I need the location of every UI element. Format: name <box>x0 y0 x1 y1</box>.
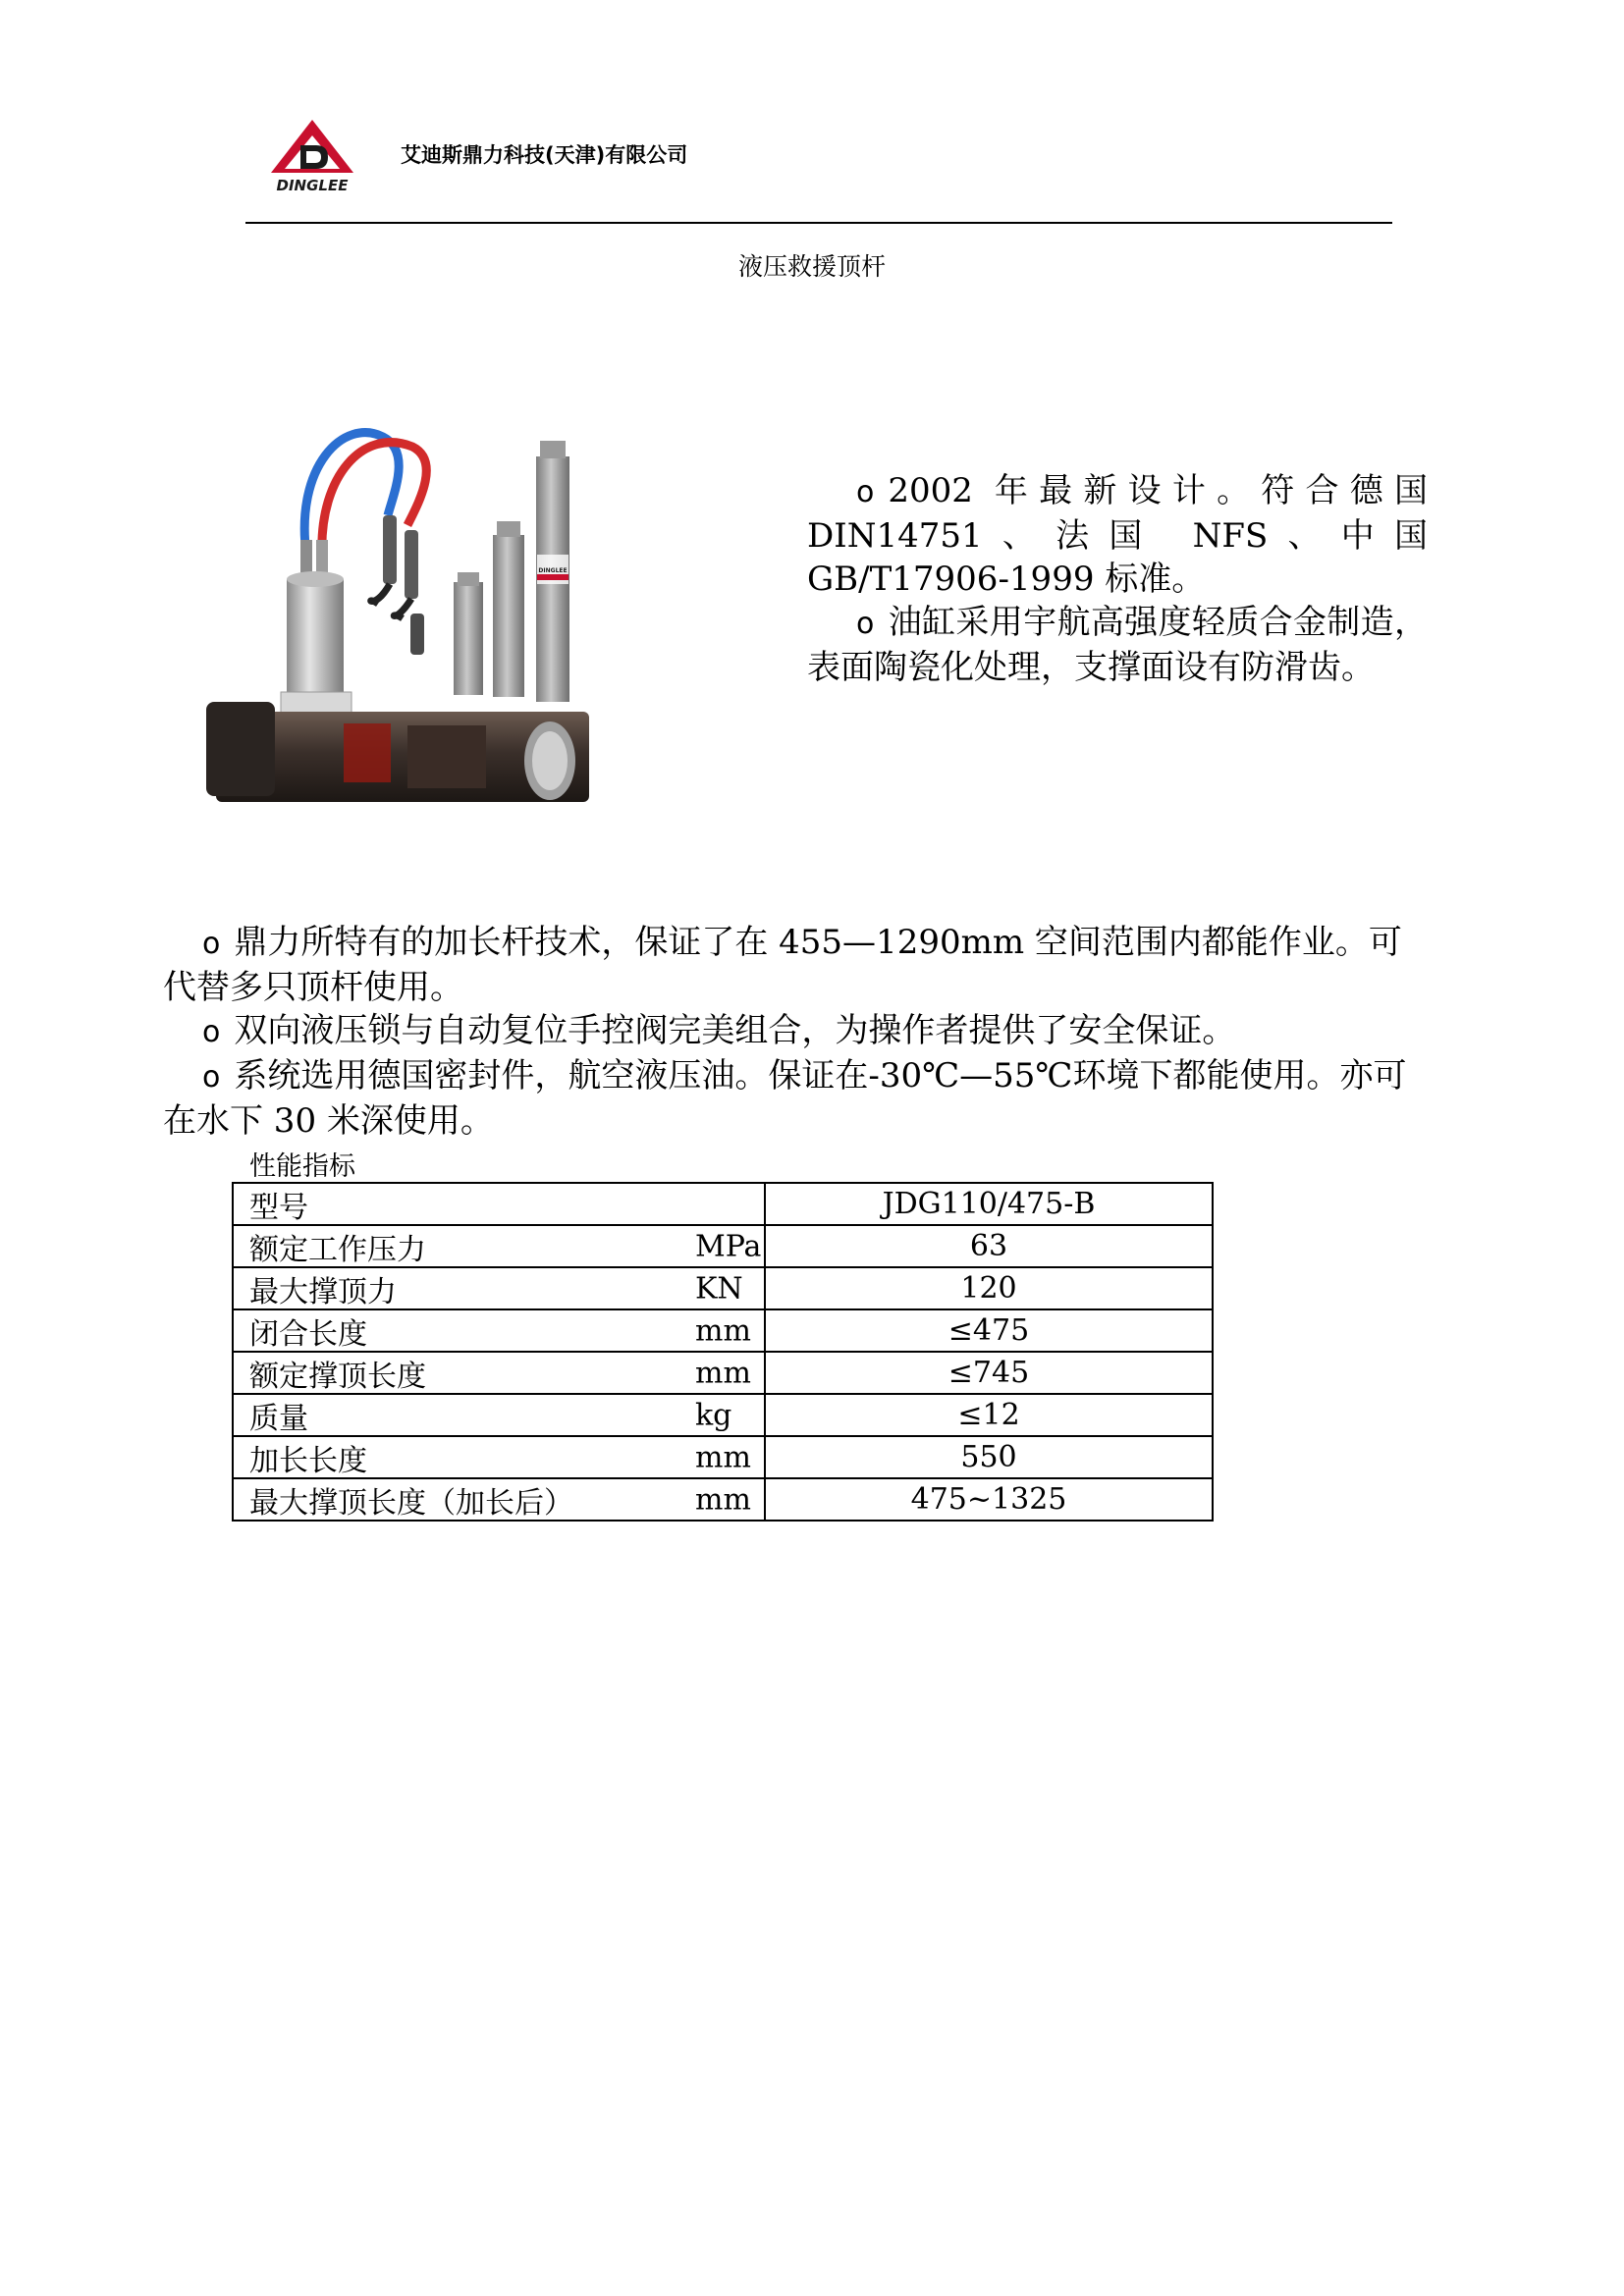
spec-value-cell: JDG110/475-B <box>765 1183 1213 1225</box>
table-row <box>233 1394 1213 1436</box>
table-row <box>233 1352 1213 1394</box>
bullet-marker: o <box>856 475 875 509</box>
spec-name-cell: 最大撑顶长度（加长后） mm <box>233 1478 765 1521</box>
logo-wordmark: DINGLEE <box>276 177 349 194</box>
spec-name-cell: 额定工作压力 MPa <box>233 1225 765 1267</box>
spec-value-cell: 63 <box>765 1225 1213 1267</box>
spec-value-cell: ≤12 <box>765 1394 1213 1436</box>
intro-paragraph: o 油缸采用宇航高强度轻质合金制造，表面陶瓷化处理，支撑面设有防滑齿。 <box>807 603 1428 687</box>
spec-name-cell: 最大撑顶力 KN <box>233 1267 765 1309</box>
intro-paragraph: o 2002 年最新设计。符合德国 DIN14751、法国 NFS、中国 GB/T17906-1999 标准。 <box>807 471 1428 599</box>
spec-table <box>232 1182 1214 1522</box>
feature-paragraph: o 鼎力所特有的加长杆技术，保证了在 455—1290mm 空间范围内都能作业。可代替多只顶杆使用。 <box>163 923 1402 1007</box>
table-row <box>233 1309 1213 1352</box>
spec-name-cell: 型号 <box>233 1183 765 1225</box>
spec-value-cell: 550 <box>765 1436 1213 1478</box>
header-divider <box>245 222 1392 224</box>
table-row <box>233 1478 1213 1521</box>
company-name: 艾迪斯鼎力科技(天津)有限公司 <box>401 143 688 167</box>
bullet-marker: o <box>202 1060 221 1095</box>
dinglee-logo <box>263 116 361 194</box>
features-section <box>163 921 1430 1143</box>
feature-paragraph: o 系统选用德国密封件，航空液压油。保证在-30℃—55℃环境下都能使用。亦可在水下 30 米深使用。 <box>163 1056 1407 1141</box>
spec-value-cell: ≤475 <box>765 1309 1213 1352</box>
spec-caption: 性能指标 <box>249 1151 355 1182</box>
feature-paragraph: o 双向液压锁与自动复位手控阀完美组合，为操作者提供了安全保证。 <box>202 1011 1236 1050</box>
spec-value-cell: 475~1325 <box>765 1478 1213 1521</box>
product-photo <box>196 407 609 818</box>
table-row <box>233 1225 1213 1267</box>
bullet-marker: o <box>856 607 875 641</box>
spec-name-cell: 闭合长度 mm <box>233 1309 765 1352</box>
table-row <box>233 1183 1213 1225</box>
intro-section <box>807 469 1428 689</box>
table-row <box>233 1267 1213 1309</box>
rod-label: DINGLEE <box>538 567 568 574</box>
spec-name-cell: 加长长度 mm <box>233 1436 765 1478</box>
bullet-marker: o <box>202 1015 221 1049</box>
spec-value-cell: ≤745 <box>765 1352 1213 1394</box>
spec-value-cell: 120 <box>765 1267 1213 1309</box>
spec-name-cell: 额定撑顶长度 mm <box>233 1352 765 1394</box>
document-title: 液压救援顶杆 <box>737 252 886 281</box>
spec-name-cell: 质量 kg <box>233 1394 765 1436</box>
table-row <box>233 1436 1213 1478</box>
bullet-marker: o <box>202 927 221 961</box>
